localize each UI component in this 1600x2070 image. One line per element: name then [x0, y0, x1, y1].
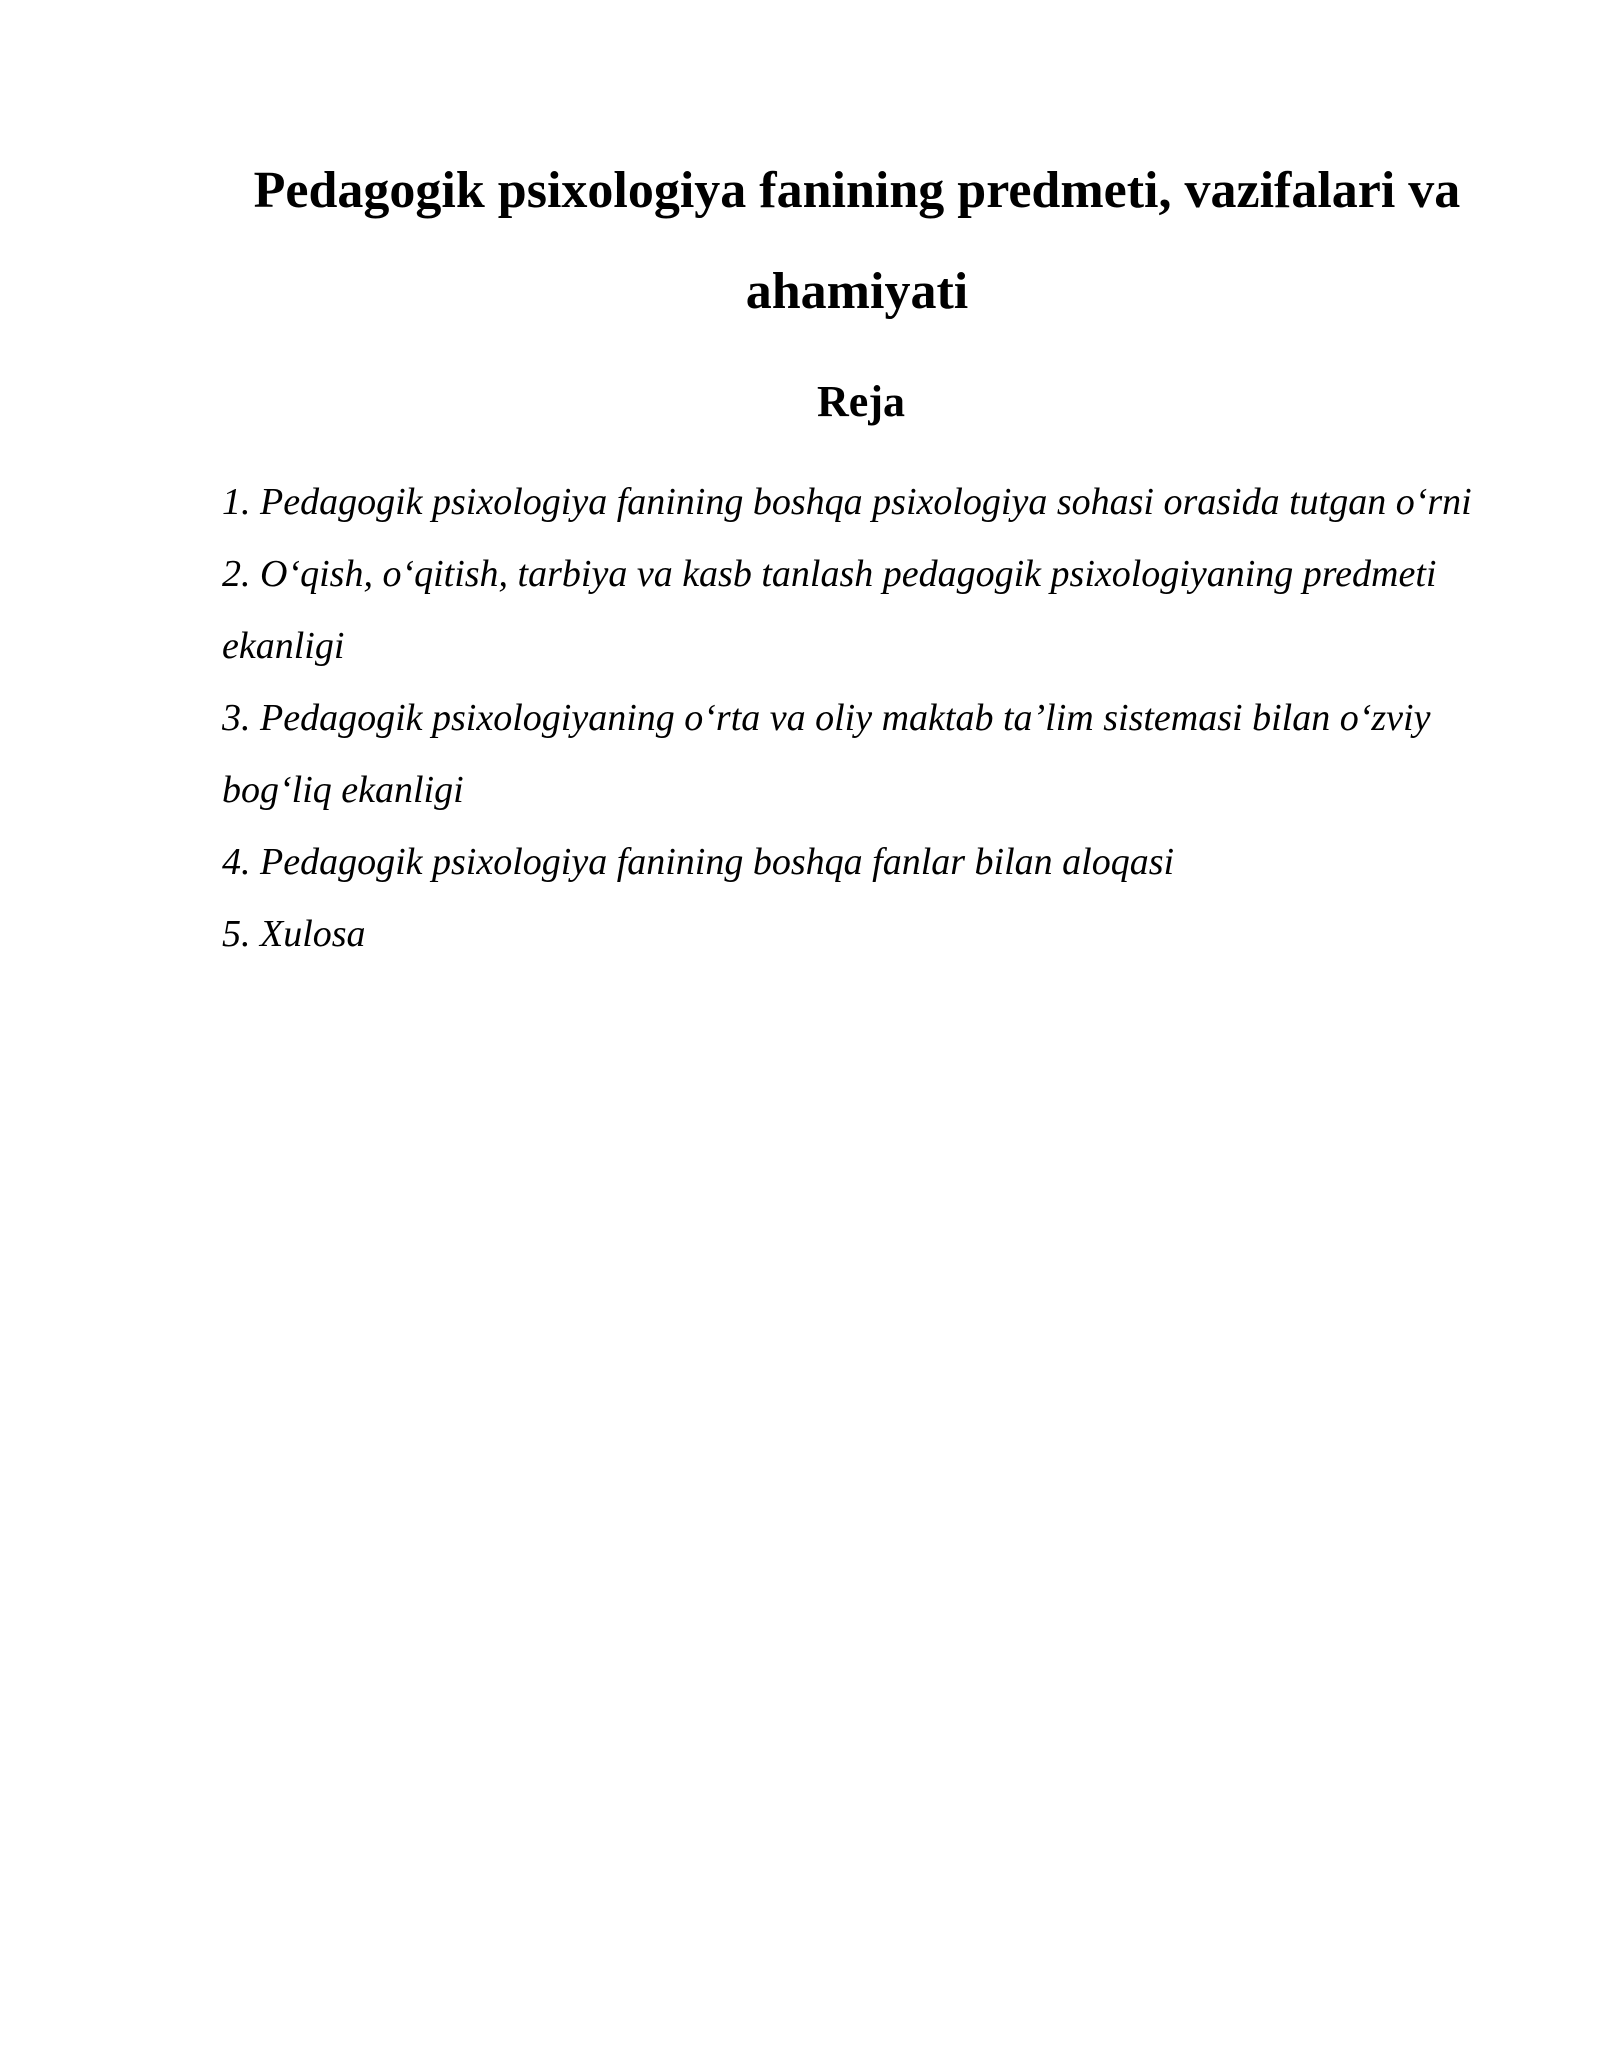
plan-list [222, 466, 1482, 970]
plan-item-5: 5. Xulosa [222, 913, 366, 955]
plan-item-2: 2. O‘qish, o‘qitish, tarbiya va kasb tanlash pedagogik psixologiyaning predmeti ekanligi [222, 553, 1437, 667]
plan-item-4: 4. Pedagogik psixologiya fanining boshqa fanlar bilan aloqasi [222, 841, 1175, 883]
document-title: Pedagogik psixologiya fanining predmeti, vazifalari va ahamiyati [253, 162, 1461, 320]
document-content [222, 140, 1482, 970]
plan-item-3: 3. Pedagogik psixologiyaning o‘rta va oliy maktab ta’lim sistemasi bilan o‘zviy bog‘liq ekanligi [222, 697, 1431, 811]
plan-item-1: 1. Pedagogik psixologiya fanining boshqa psixologiya sohasi orasida tutgan o‘rni [222, 481, 1472, 523]
plan-heading: Reja [817, 377, 905, 426]
